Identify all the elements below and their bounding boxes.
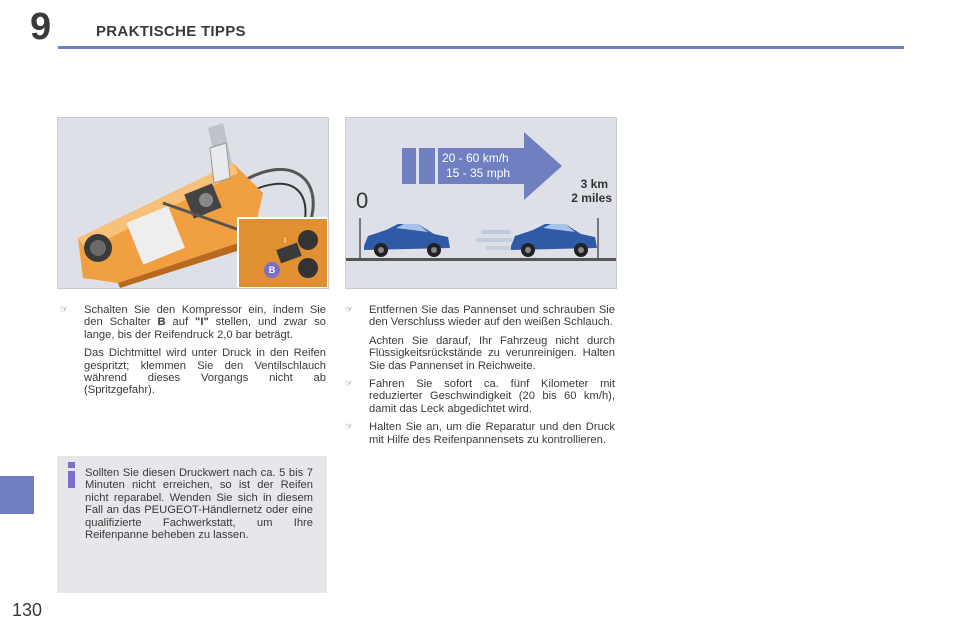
instruction-text: Entfernen Sie das Pannenset und schrauben Sie den Verschluss wieder auf den weißen Schlauch. [369, 304, 615, 329]
info-note-box [57, 456, 327, 593]
speed-mph: 15 - 35 mph [446, 166, 511, 180]
pointing-hand-icon: ☞ [345, 305, 354, 315]
instruction-text: Halten Sie an, um die Reparatur und den Druck mit Hilfe des Reifenpannensets zu kontrollieren. [369, 421, 615, 446]
pointing-hand-icon: ☞ [345, 422, 354, 433]
info-icon [65, 460, 79, 490]
instruction-text: stellen, und zwar so lange, bis der Reifendruck 2,0 bar beträgt. [84, 316, 326, 341]
instruction-note [60, 347, 326, 397]
instruction-item [60, 304, 326, 341]
page-number: 130 [12, 600, 43, 620]
start-marker: 0 [356, 188, 369, 213]
switch-position: "I" [195, 316, 209, 329]
info-note-text: Sollten Sie diesen Druckwert nach ca. 5 bis 7 Minuten nicht erreichen, so ist der Reifen nicht reparabel. Wenden Sie sich in diesem Fall an das PEUGEOT-Händlernetz oder eine qualifizierte Fachwerkstatt, um Ihre Reifenpanne beheben zu lassen. [85, 467, 313, 542]
instruction-text: Fahren Sie sofort ca. fünf Kilometer mit reduzierter Geschwindigkeit (20 bis 60 km/h), damit das Leck abgedichtet wird. [369, 378, 615, 415]
paragraph: Achten Sie darauf, Ihr Fahrzeug nicht durch Flüssigkeitsrückstände zu verunreinigen. Halten Sie das Pannenset in Reichweite. [369, 334, 615, 372]
distance-km: 3 km [580, 177, 608, 191]
chapter-title: PRAKTISCHE TIPPS [96, 23, 246, 40]
paragraph: Das Dichtmittel wird unter Druck in den Reifen gespritzt; klemmen Sie den Ventilschlauch während dieses Vorgangs nicht ab (Spritzgefahr). [84, 347, 326, 397]
svg-text:I: I [284, 236, 287, 245]
instruction-note [345, 335, 615, 372]
switch-label: B [157, 316, 166, 329]
instruction-text: auf [165, 316, 196, 329]
header-rule [58, 46, 904, 49]
compressor-illustration [58, 118, 328, 288]
distance-miles: 2 miles [571, 191, 612, 205]
compressor-figure [57, 117, 329, 289]
speed-kmh: 20 - 60 km/h [442, 151, 509, 165]
instruction-item [345, 421, 615, 446]
right-instructions [345, 304, 615, 452]
left-instructions [60, 304, 326, 403]
callout-label: B [268, 265, 276, 275]
driving-figure [345, 117, 617, 289]
pointing-hand-icon: ☞ [60, 305, 69, 315]
driving-illustration [346, 118, 616, 288]
chapter-number: 9 [30, 6, 52, 48]
instruction-text: Schalten Sie den Kompressor ein, indem Sie den Schalter [84, 304, 326, 329]
pointing-hand-icon: ☞ [345, 379, 354, 390]
instruction-item [345, 378, 615, 415]
instruction-item [345, 304, 615, 329]
chapter-side-tab [0, 476, 34, 514]
